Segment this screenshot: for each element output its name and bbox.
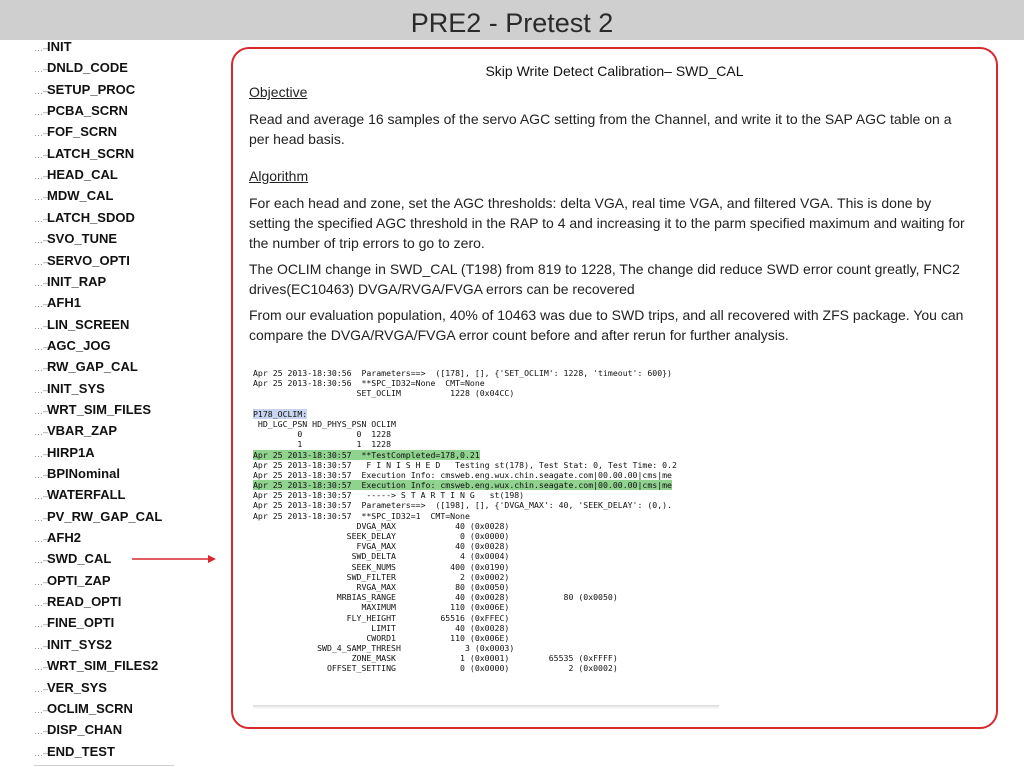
step-label: READ_OPTI: [47, 594, 122, 610]
log-line: [253, 409, 719, 419]
step-label: VBAR_ZAP: [47, 423, 118, 439]
step-item: [34, 39, 72, 60]
tree-dash-icon: …–: [34, 320, 49, 331]
step-label: LATCH_SDOD: [47, 209, 135, 225]
tree-dash-icon: …–: [34, 512, 49, 523]
step-label: DNLD_CODE: [47, 60, 128, 76]
tree-dash-icon: …–: [34, 384, 49, 395]
log-line: Apr 25 2013-18:30:56 **SPC_ID32=None CMT=None: [253, 378, 485, 389]
step-label: RW_GAP_CAL: [47, 359, 138, 375]
log-line: RVGA_MAX 80 (0x0050): [253, 581, 510, 592]
step-item: [34, 381, 105, 402]
step-label: OCLIM_SCRN: [47, 700, 133, 716]
objective-heading: Objective: [249, 84, 308, 100]
log-line: SWD_4_SAMP_THRESH 3 (0x0003): [253, 643, 515, 654]
step-label: SERVO_OPTI: [47, 252, 130, 268]
step-label: BPINominal: [47, 466, 120, 481]
step-item: [34, 573, 111, 594]
tree-dash-icon: …–: [34, 256, 49, 267]
log-line: SEEK_DELAY 0 (0x0000): [253, 531, 510, 541]
tree-dash-icon: …–: [34, 470, 49, 480]
log-line: Apr 25 2013-18:30:57 F I N I S H E D Testing st(178), Test Stat: 0, Test Time: 0.2: [253, 459, 677, 470]
tree-dash-icon: …–: [34, 128, 49, 139]
step-item: [34, 509, 162, 530]
log-line: [253, 450, 719, 460]
tree-dash-icon: …–: [34, 662, 49, 673]
log-shadow: [253, 705, 719, 709]
log-line: [253, 399, 719, 409]
tree-dash-icon: …–: [34, 43, 49, 53]
tree-dash-icon: …–: [34, 640, 49, 651]
tree-dash-icon: …–: [34, 277, 49, 288]
evaluation-text: From our evaluation population, 40% of 10463 was due to SWD trips, and all recovered with ZFS package. You can compare the DVGA/RVGA/FVGA error count before and after rerun for further analysis.: [249, 307, 964, 343]
step-label: VER_SYS: [47, 679, 107, 695]
log-line: 0 0 1228: [253, 429, 392, 440]
step-item: [34, 60, 128, 81]
log-line: DVGA_MAX 40 (0x0028): [253, 520, 510, 531]
step-item: [34, 295, 81, 316]
tree-dash-icon: …–: [34, 171, 49, 182]
step-item: [34, 167, 118, 188]
tree-dash-icon: …–: [34, 363, 49, 374]
step-item: [34, 594, 121, 615]
tree-dash-icon: …–: [34, 747, 49, 758]
log-highlight: Apr 25 2013-18:30:57 **TestCompleted=178,0.21: [253, 449, 480, 460]
step-label: INIT_SYS2: [47, 636, 113, 652]
panel-title: Skip Write Detect Calibration– SWD_CAL: [485, 63, 744, 79]
step-label: FINE_OPTI: [47, 615, 115, 631]
log-line: SET_OCLIM 1228 (0x04CC): [253, 388, 515, 399]
step-label: AFH1: [47, 295, 81, 311]
log-line: ZONE_MASK 1 (0x0001) 65535 (0xFFFF): [253, 653, 618, 664]
log-line: FLY_HEIGHT 65516 (0xFFEC): [253, 612, 510, 623]
tree-dash-icon: …–: [34, 726, 49, 737]
step-label: HEAD_CAL: [47, 167, 118, 183]
step-label: INIT_SYS: [47, 380, 105, 396]
step-item: [34, 317, 129, 338]
step-item: [34, 445, 95, 466]
step-item: [34, 188, 113, 209]
tree-dash-icon: …–: [34, 213, 49, 224]
log-highlight: P178_OCLIM:: [253, 408, 308, 419]
step-item: [34, 103, 128, 124]
step-label: LIN_SCREEN: [47, 316, 130, 332]
tree-dash-icon: …–: [34, 107, 49, 118]
step-label: SVO_TUNE: [47, 231, 118, 247]
step-label: INIT_RAP: [47, 273, 107, 289]
tree-dash-icon: …–: [34, 192, 49, 203]
tree-dash-icon: …–: [34, 85, 49, 96]
log-line: Apr 25 2013-18:30:56 Parameters==> ([178], [], {'SET_OCLIM': 1228, 'timeout': 600}): [253, 368, 672, 378]
tree-dash-icon: …–: [34, 64, 49, 75]
log-line: LIMIT 40 (0x0028): [253, 622, 510, 633]
step-item: [34, 637, 112, 658]
step-item: [34, 402, 151, 423]
tree-dash-icon: …–: [34, 704, 49, 715]
step-label: DISP_CHAN: [47, 722, 123, 738]
step-label: WRT_SIM_FILES: [47, 401, 152, 417]
log-line: Apr 25 2013-18:30:57 Parameters==> ([198], [], {'DVGA_MAX': 40, 'SEEK_DELAY': (0,).: [253, 500, 672, 511]
step-item: [34, 82, 135, 103]
step-label: WATERFALL: [47, 487, 126, 503]
log-line: MAXIMUM 110 (0x006E): [253, 602, 510, 613]
step-item: [34, 487, 125, 508]
step-item: [34, 124, 117, 145]
step-item: [34, 359, 138, 380]
step-label: FOF_SCRN: [47, 124, 118, 140]
step-label: OPTI_ZAP: [47, 572, 111, 588]
log-line: OFFSET_SETTING 0 (0x0000) 2 (0x0002): [253, 663, 618, 674]
step-label: WRT_SIM_FILES2: [47, 658, 159, 674]
step-label: SETUP_PROC: [47, 81, 136, 97]
step-label: SWD_CAL: [47, 551, 112, 567]
step-label: INIT: [47, 39, 72, 54]
tree-dash-icon: …–: [34, 299, 49, 310]
log-line: [253, 480, 719, 490]
step-label: AGC_JOG: [47, 337, 111, 353]
tree-dash-icon: …–: [34, 534, 49, 545]
tree-dash-icon: …–: [34, 149, 49, 160]
slide-title: PRE2 - Pretest 2: [410, 8, 614, 38]
step-label: LATCH_SCRN: [47, 145, 135, 161]
log-line: FVGA_MAX 40 (0x0028): [253, 541, 510, 552]
tree-dash-icon: …–: [34, 341, 49, 352]
step-list: [34, 36, 174, 766]
log-highlight: Apr 25 2013-18:30:57 Execution Info: cmsweb.eng.wux.chin.seagate.com|00.00.00|cms|me: [253, 480, 672, 491]
step-label: MDW_CAL: [47, 188, 114, 204]
step-item: [34, 615, 114, 636]
step-label: PV_RW_GAP_CAL: [47, 508, 163, 524]
oclim-text: The OCLIM change in SWD_CAL (T198) from 819 to 1228, The change did reduce SWD error count greatly, FNC2 drives(EC10463) DVGA/RVGA/FVGA errors can be recovered: [249, 261, 960, 297]
log-line: HD_LGC_PSN HD_PHYS_PSN OCLIM: [253, 418, 396, 429]
step-item: [34, 551, 111, 572]
log-line: Apr 25 2013-18:30:57 Execution Info: cmsweb.eng.wux.chin.seagate.com|00.00.00|cms|me: [253, 469, 672, 480]
log-line: SWD_DELTA 4 (0x0004): [253, 551, 510, 562]
step-item: [34, 744, 115, 765]
log-line: MRBIAS_RANGE 40 (0x0028) 80 (0x0050): [253, 592, 618, 603]
step-label: AFH2: [47, 530, 81, 546]
log-line: Apr 25 2013-18:30:57 **SPC_ID32=1 CMT=None: [253, 510, 470, 521]
algorithm-heading: Algorithm: [249, 168, 309, 184]
step-item: [34, 231, 117, 252]
tree-dash-icon: …–: [34, 598, 49, 609]
step-label: PCBA_SCRN: [47, 103, 128, 119]
tree-dash-icon: …–: [34, 555, 49, 566]
tree-dash-icon: …–: [34, 491, 49, 502]
step-item: [34, 274, 106, 295]
step-item: [34, 210, 135, 231]
tree-dash-icon: …–: [34, 448, 49, 459]
log-line: 1 1 1228: [253, 439, 392, 450]
step-item: [34, 423, 117, 444]
arrow-right-icon: [132, 551, 216, 567]
step-item: [34, 338, 111, 359]
tree-dash-icon: …–: [34, 405, 49, 416]
step-item: [34, 701, 133, 722]
tree-dash-icon: …–: [34, 683, 49, 694]
log-screenshot: [253, 368, 719, 708]
step-item: [34, 146, 134, 167]
tree-dash-icon: …–: [34, 619, 49, 630]
step-item: [34, 680, 107, 701]
step-label: END_TEST: [47, 743, 115, 759]
log-line: SWD_FILTER 2 (0x0002): [253, 571, 510, 582]
step-item: [34, 658, 158, 679]
step-label: HIRP1A: [47, 444, 95, 460]
objective-text: Read and average 16 samples of the servo AGC setting from the Channel, and write it to the SAP AGC table on a per head basis.: [249, 111, 952, 147]
step-item: [34, 466, 120, 487]
tree-dash-icon: …–: [34, 576, 49, 587]
algorithm-text: For each head and zone, set the AGC thresholds: delta VGA, real time VGA, and filtered VGA. This is done by setting the specified AGC threshold in the RAP to 4 and increasing it to the parm specified maximum and waiting for the number of trip errors to go to zero.: [249, 195, 965, 251]
log-line: CWORD1 110 (0x006E): [253, 632, 510, 643]
step-item: [34, 253, 130, 274]
step-item: [34, 530, 81, 551]
tree-dash-icon: …–: [34, 427, 49, 438]
log-line: Apr 25 2013-18:30:57 -----> S T A R T I N G st(198): [253, 490, 525, 501]
step-item: [34, 722, 122, 743]
tree-dash-icon: …–: [34, 235, 49, 246]
log-line: SEEK_NUMS 400 (0x0190): [253, 561, 510, 572]
